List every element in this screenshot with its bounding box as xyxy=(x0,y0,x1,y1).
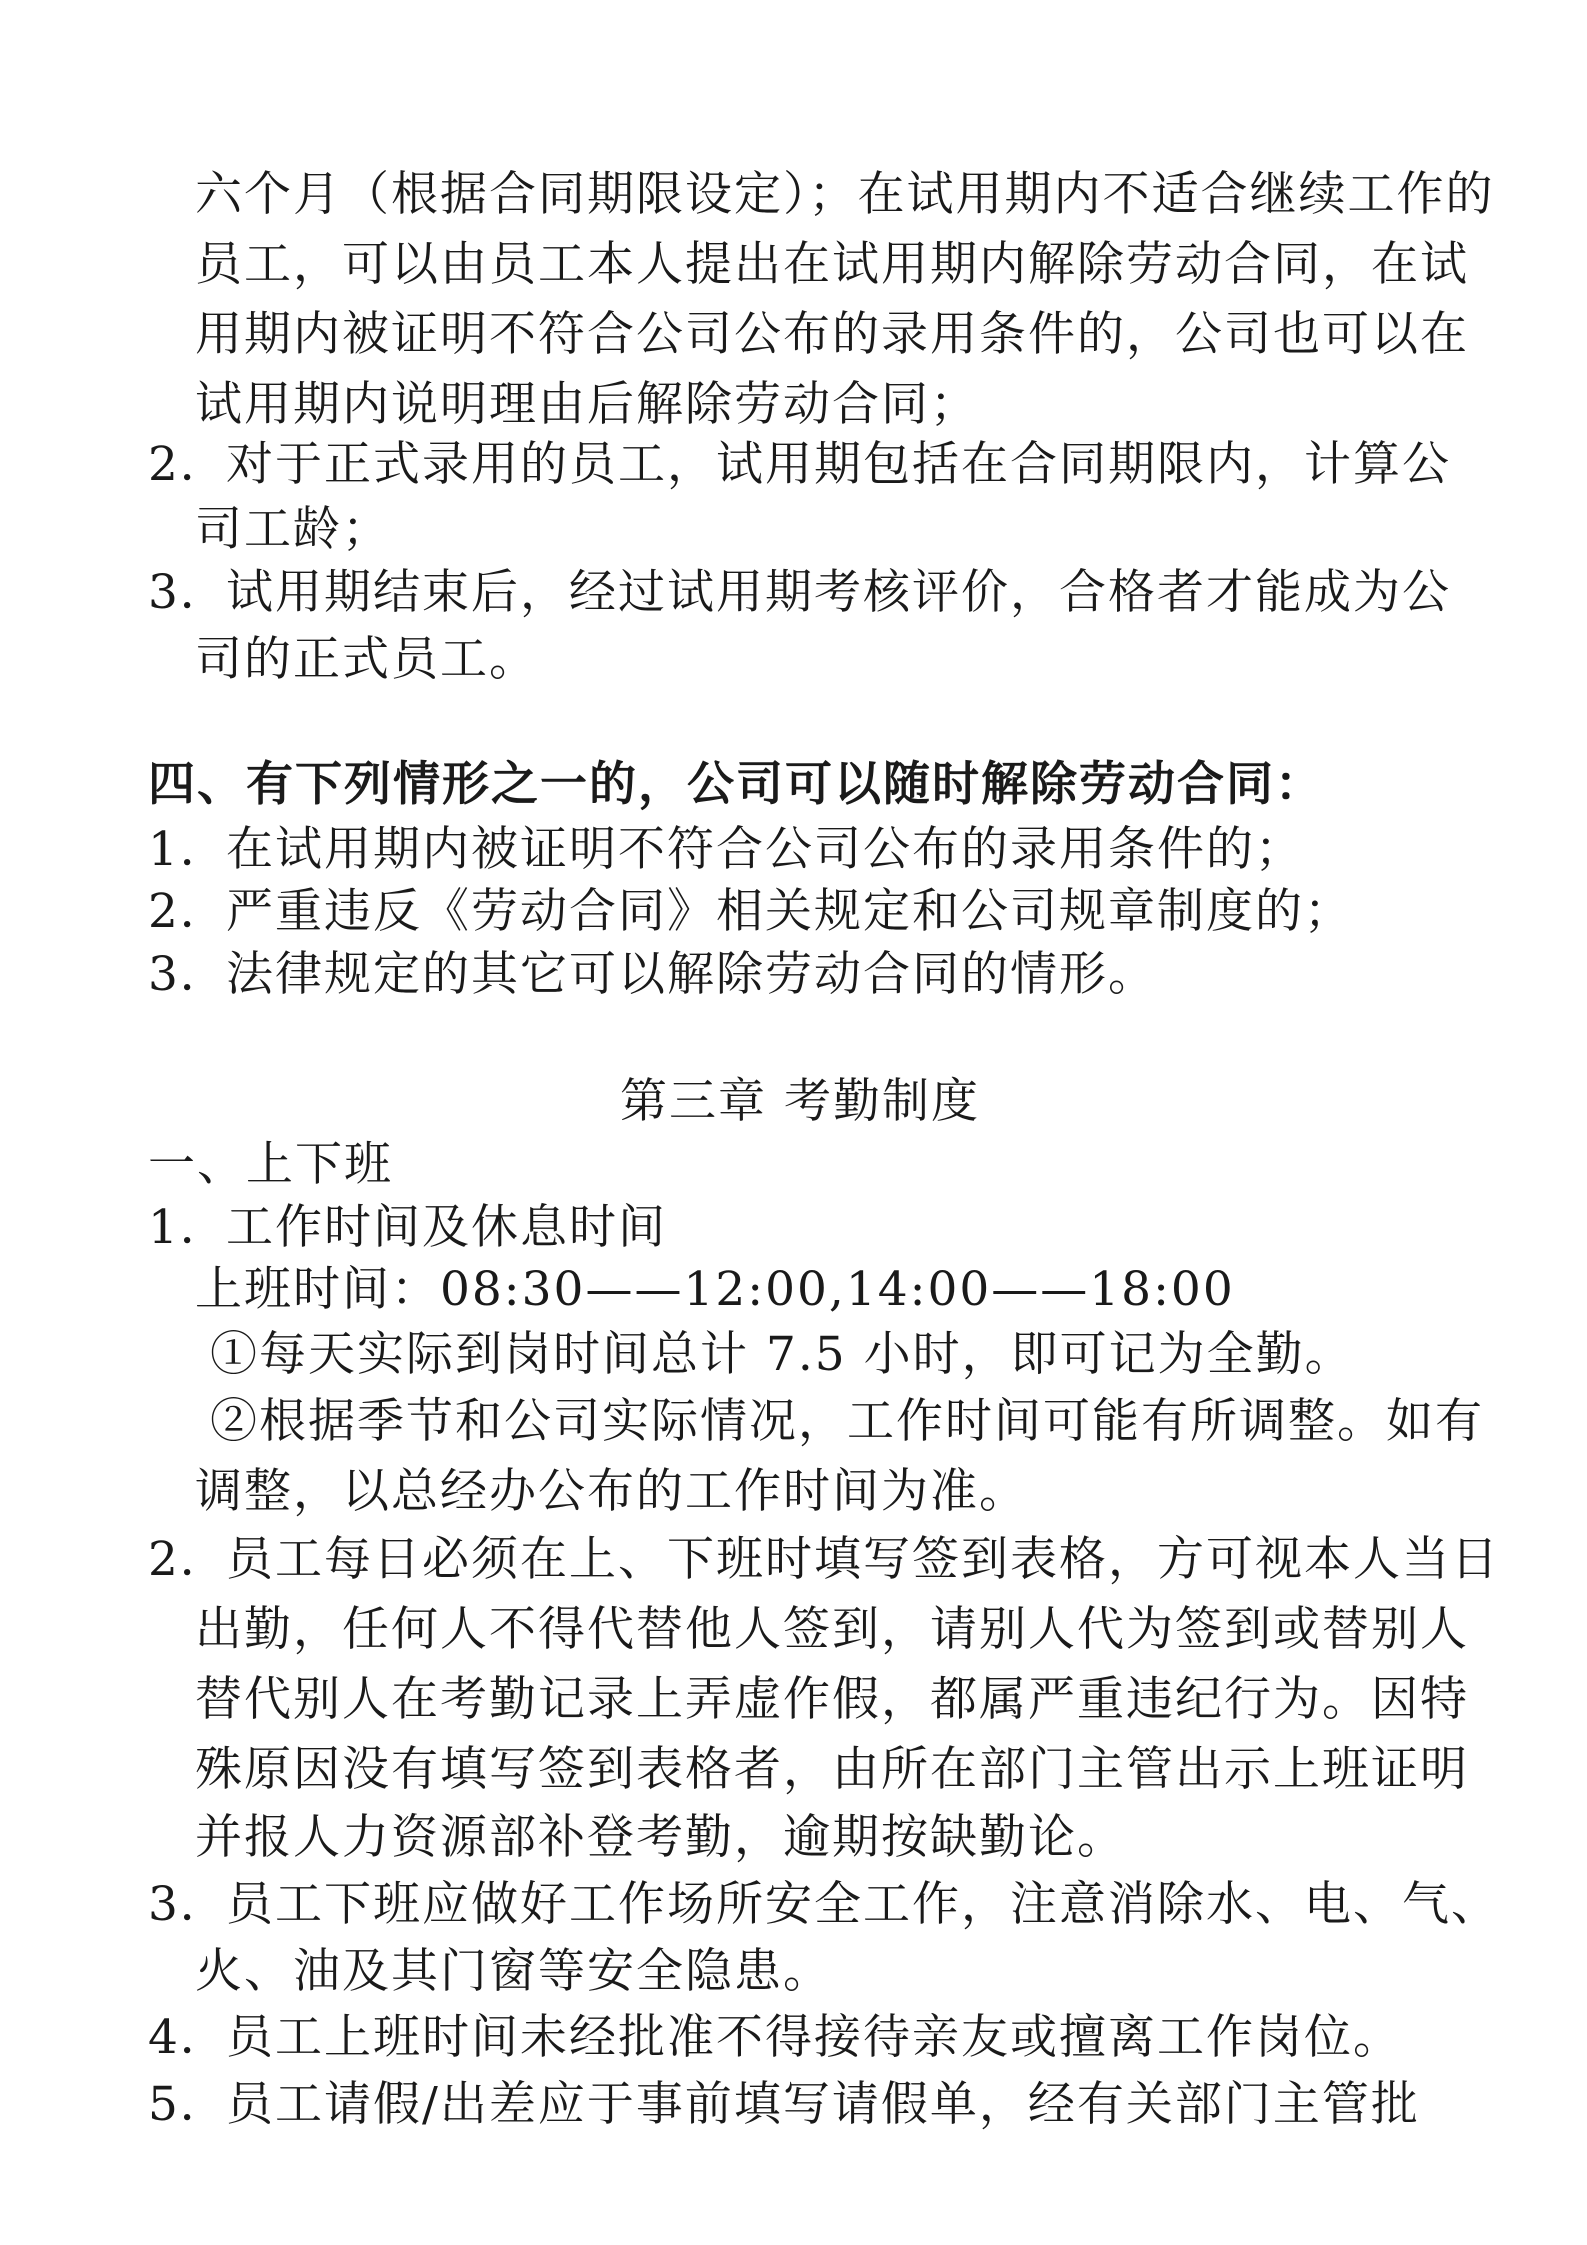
list-item xyxy=(148,563,1451,623)
work-hours: 上班时间：08:30——12:00,14:00——18:00 xyxy=(195,1262,1235,1317)
list-text: 法律规定的其它可以解除劳动合同的情形。 xyxy=(226,947,1157,1002)
list-item xyxy=(148,2008,1402,2068)
list-item xyxy=(148,1530,1500,1590)
list-text: 对于正式录用的员工，试用期包括在合同期限内，计算公 xyxy=(226,437,1451,492)
paragraph-line: 员工，可以由员工本人提出在试用期内解除劳动合同，在试 xyxy=(195,237,1469,292)
list-text: 员工上班时间未经批准不得接待亲友或擅离工作岗位。 xyxy=(226,2010,1402,2065)
paragraph-line: 火、油及其门窗等安全隐患。 xyxy=(195,1944,832,1999)
note-line: 调整，以总经办公布的工作时间为准。 xyxy=(195,1464,1028,1519)
list-text: 员工每日必须在上、下班时填写签到表格，方可视本人当日 xyxy=(226,1532,1500,1587)
list-number: 5． xyxy=(148,2077,229,2132)
section-heading: 四、有下列情形之一的，公司可以随时解除劳动合同： xyxy=(148,757,1324,812)
list-number: 3． xyxy=(148,1877,229,1932)
list-number: 1． xyxy=(148,1200,229,1255)
paragraph-line: 试用期内说明理由后解除劳动合同； xyxy=(195,377,979,432)
note-line: ②根据季节和公司实际情况，工作时间可能有所调整。如有 xyxy=(210,1394,1484,1449)
list-number: 2． xyxy=(148,884,229,939)
list-text: 员工下班应做好工作场所安全工作，注意消除水、电、气、 xyxy=(226,1877,1500,1932)
paragraph-line: 六个月（根据合同期限设定）；在试用期内不适合继续工作的 xyxy=(195,167,1495,222)
list-item xyxy=(148,945,1157,1005)
paragraph-line: 并报人力资源部补登考勤，逾期按缺勤论。 xyxy=(195,1810,1126,1865)
paragraph-line: 用期内被证明不符合公司公布的录用条件的，公司也可以在 xyxy=(195,307,1469,362)
paragraph-line: 司的正式员工。 xyxy=(195,632,538,687)
list-number: 3． xyxy=(148,565,229,620)
list-text: 员工请假/出差应于事前填写请假单，经有关部门主管批 xyxy=(226,2077,1420,2132)
list-text: 试用期结束后，经过试用期考核评价，合格者才能成为公 xyxy=(226,565,1451,620)
list-item xyxy=(148,435,1451,495)
list-number: 2． xyxy=(148,437,229,492)
list-item xyxy=(148,882,1353,942)
list-number: 3． xyxy=(148,947,229,1002)
paragraph-line: 司工龄； xyxy=(195,502,391,557)
list-number: 1． xyxy=(148,822,229,877)
paragraph-line: 替代别人在考勤记录上弄虚作假，都属严重违纪行为。因特 xyxy=(195,1672,1469,1727)
paragraph-line: 殊原因没有填写签到表格者，由所在部门主管出示上班证明 xyxy=(195,1742,1469,1797)
list-text: 严重违反《劳动合同》相关规定和公司规章制度的； xyxy=(226,884,1353,939)
chapter-title: 第三章 考勤制度 xyxy=(620,1074,980,1129)
list-item xyxy=(148,1875,1500,1935)
list-number: 4． xyxy=(148,2010,229,2065)
list-number: 2． xyxy=(148,1532,229,1587)
list-text: 在试用期内被证明不符合公司公布的录用条件的； xyxy=(226,822,1304,877)
note-line: ①每天实际到岗时间总计 7.5 小时，即可记为全勤。 xyxy=(210,1327,1354,1382)
list-item xyxy=(148,2075,1420,2135)
paragraph-line: 出勤，任何人不得代替他人签到，请别人代为签到或替别人 xyxy=(195,1602,1469,1657)
list-item xyxy=(148,1198,667,1258)
list-item xyxy=(148,820,1304,880)
subsection-heading: 一、上下班 xyxy=(148,1137,393,1192)
list-text: 工作时间及休息时间 xyxy=(226,1200,667,1255)
